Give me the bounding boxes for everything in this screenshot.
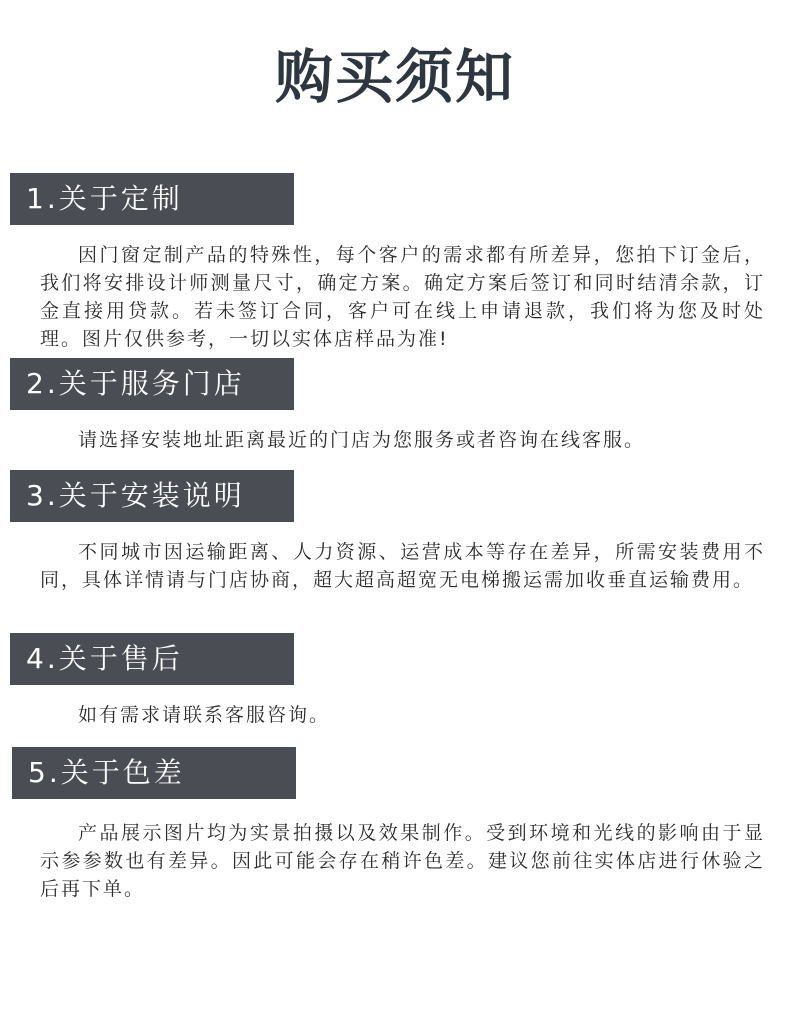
section-body-installation: 不同城市因运输距离、人力资源、运营成本等存在差异，所需安装费用不同，具体详情请与门店协商，超大超高超宽无电梯搬运需加收垂直运输费用。: [40, 541, 765, 591]
section-body-service-store: 请选择安装地址距离最近的门店为您服务或者咨询在线客服。: [78, 429, 646, 451]
section-heading-after-sales: 4.关于售后: [10, 633, 294, 685]
section-body-color-difference: 产品展示图片均为实景拍摄以及效果制作。受到环境和光线的影响由于显示参参数也有差异。因此可能会存在稍许色差。建议您前往实体店进行休验之后再下单。: [40, 822, 765, 900]
section-body-after-sales: 如有需求请联系客服咨询。: [78, 704, 331, 726]
section-body-customization: 因门窗定制产品的特殊性，每个客户的需求都有所差异，您拍下订金后，我们将安排设计师测量尺寸，确定方案。确定方案后签订和同时结清余款，订金直接用贷款。若未签订合同，客户可在线上申请退款，我们将为您及时处理。图片仅供参考，一切以实体店样品为准!: [40, 244, 765, 350]
section-heading-installation: 3.关于安装说明: [10, 470, 294, 522]
section-heading-service-store: 2.关于服务门店: [10, 358, 294, 410]
section-heading-color-difference: 5.关于色差: [12, 747, 296, 799]
page-title: 购买须知: [274, 43, 515, 111]
section-heading-customization: 1.关于定制: [10, 173, 294, 225]
